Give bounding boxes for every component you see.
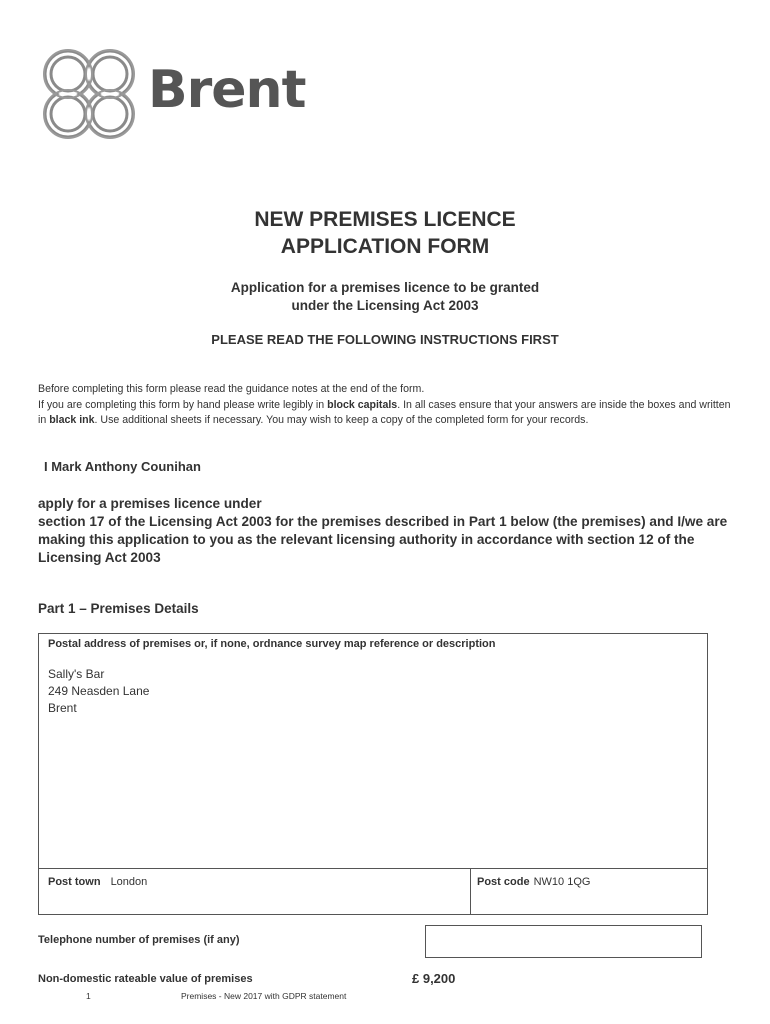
rateable-value-label: Non-domestic rateable value of premises (38, 973, 253, 985)
premises-address-label: Postal address of premises or, if none, ordnance survey map reference or description (48, 638, 496, 650)
apply-statement-line1: apply for a premises licence under (38, 496, 262, 511)
footer-text: Premises - New 2017 with GDPR statement (181, 991, 347, 1001)
brent-logo (38, 44, 318, 144)
instructions-heading: PLEASE READ THE FOLLOWING INSTRUCTIONS FIRST (211, 332, 559, 347)
form-title-line2: APPLICATION FORM (280, 235, 490, 258)
intro-instructions (38, 382, 738, 429)
post-code-label: Post code (477, 876, 530, 888)
part1-heading: Part 1 – Premises Details (38, 601, 199, 616)
form-subtitle-line1: Application for a premises licence to be granted (230, 280, 540, 295)
post-row-divider (470, 869, 471, 914)
applicant-name: I Mark Anthony Counihan (44, 459, 201, 474)
brent-knot-logo-icon (38, 44, 148, 144)
telephone-label: Telephone number of premises (if any) (38, 934, 240, 946)
post-town-field[interactable] (48, 876, 147, 888)
apply-statement-body: section 17 of the Licensing Act 2003 for the premises described in Part 1 below (the premises) and I/we are making this application to you as the relevant licensing authority in accordance with section 12 of the Licensing Act 2003 (38, 514, 728, 565)
intro-p2-middle: . In all cases ensure that your answers are inside the boxes and written in (38, 398, 731, 426)
footer-page-number: 1 (86, 991, 91, 1001)
apply-statement (38, 495, 728, 567)
intro-line1: Before completing this form please read the guidance notes at the end of the form. (38, 383, 425, 395)
post-code-field[interactable] (477, 876, 590, 888)
post-town-value: London (110, 876, 148, 888)
intro-block-capitals: block capitals (327, 398, 398, 411)
intro-p2-start: If you are completing this form by hand please write legibly in (38, 398, 328, 411)
intro-black-ink: black ink (49, 414, 95, 426)
intro-p2-end: . Use additional sheets if necessary. You may wish to keep a copy of the completed form for your records. (94, 414, 589, 426)
address-line: 249 Neasden Lane (48, 684, 150, 698)
telephone-input-box[interactable] (425, 925, 702, 958)
premises-address-lines (48, 666, 149, 717)
address-line: Brent (48, 701, 77, 715)
post-code-value: NW10 1QG (533, 876, 591, 888)
intro-paragraph2 (38, 398, 738, 429)
form-subtitle-line2: under the Licensing Act 2003 (291, 298, 479, 313)
post-details-row (38, 868, 708, 915)
address-line: Sally's Bar (48, 667, 105, 681)
form-title-line1: NEW PREMISES LICENCE (254, 208, 516, 231)
rateable-value: £ 9,200 (412, 971, 456, 986)
logo-wordmark: Brent (148, 60, 306, 120)
premises-address-box[interactable] (38, 633, 708, 869)
post-town-label: Post town (48, 876, 101, 888)
